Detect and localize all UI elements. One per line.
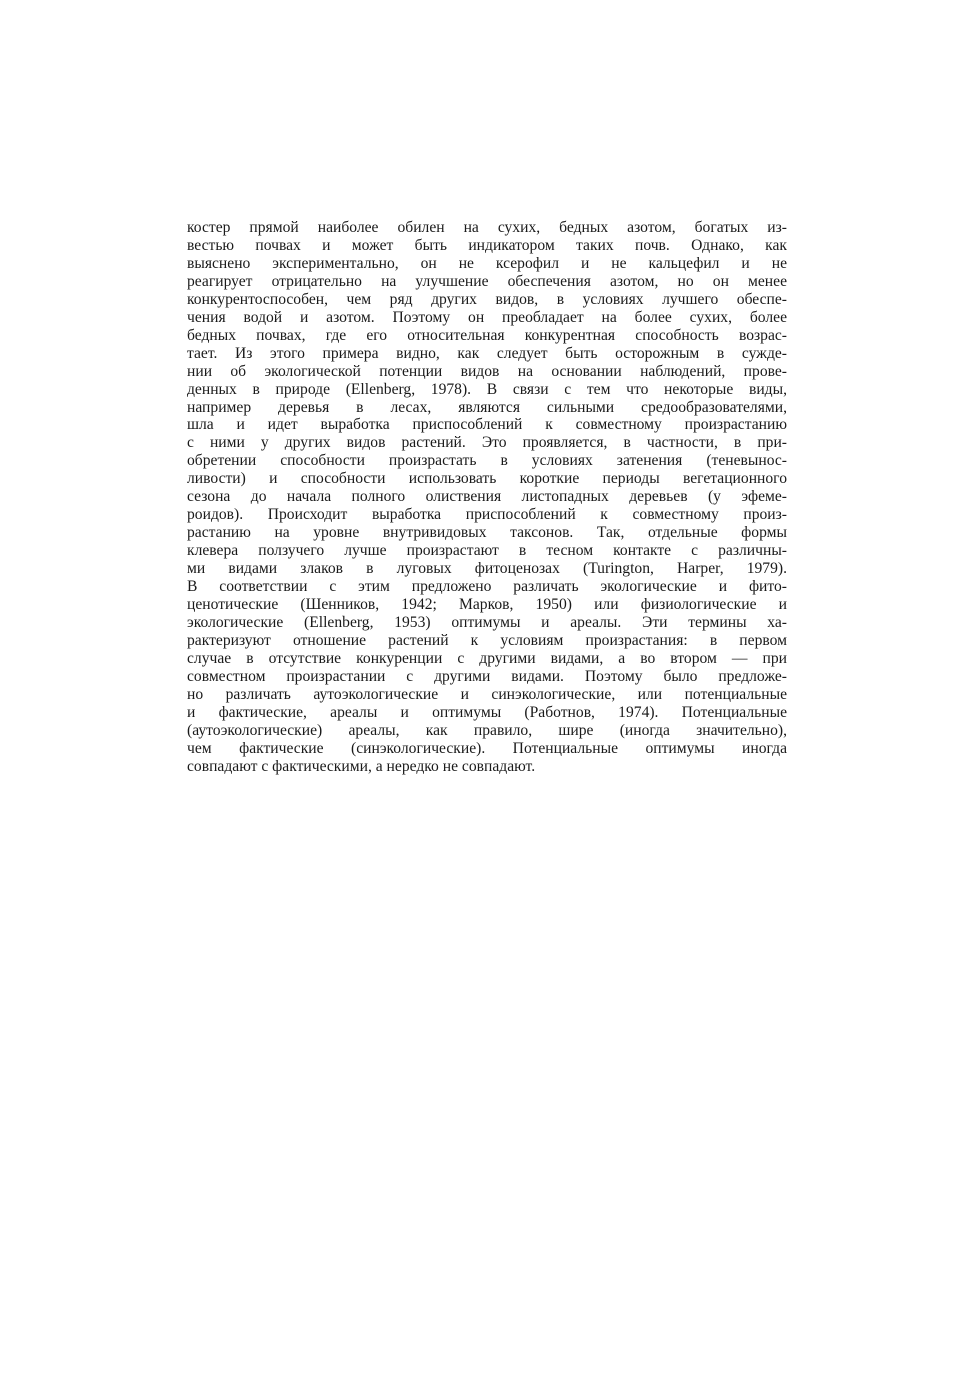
text-line: (аутоэкологические) ареалы, как правило, шире (иногда значительно), <box>187 721 787 739</box>
text-line: клевера ползучего лучше произрастают в тесном контакте с различны- <box>187 542 787 560</box>
text-line: выяснено экспериментально, он не ксерофил и не кальцефил и не <box>187 254 787 272</box>
text-line: например деревья в лесах, являются сильными средообразователями, <box>187 398 787 416</box>
text-line: растанию на уровне внутривидовых таксонов. Так, отдельные формы <box>187 524 787 542</box>
text-line: с ними у других видов растений. Это проявляется, в частности, в при- <box>187 434 787 452</box>
text-line: вестью почвах и может быть индикатором таких почв. Однако, как <box>187 236 787 254</box>
text-line: но различать аутоэкологические и синэкологические, или потенциальные <box>187 685 787 703</box>
text-line: чения водой и азотом. Поэтому он преобладает на более сухих, более <box>187 308 787 326</box>
body-text <box>187 219 787 776</box>
text-line: сезона до начала полного олиствения листопадных деревьев (у эфеме- <box>187 488 787 506</box>
text-line: совместном произрастании с другими видами. Поэтому было предложе- <box>187 667 787 685</box>
text-line: нии об экологической потенции видов на основании наблюдений, прове- <box>187 362 787 380</box>
text-line: денных в природе (Ellenberg, 1978). В связи с тем что некоторые виды, <box>187 380 787 398</box>
text-line: костер прямой наиболее обилен на сухих, бедных азотом, богатых из- <box>187 219 787 236</box>
text-line: экологические (Ellenberg, 1953) оптимумы и ареалы. Эти термины ха- <box>187 613 787 631</box>
text-line: ценотические (Шенников, 1942; Марков, 1950) или физиологические и <box>187 596 787 614</box>
text-line: случае в отсутствие конкуренции с другими видами, а во втором — при <box>187 649 787 667</box>
text-line: обретении способности произрастать в условиях затенения (теневынос- <box>187 452 787 470</box>
text-line: реагирует отрицательно на улучшение обеспечения азотом, но он менее <box>187 272 787 290</box>
text-line: шла и идет выработка приспособлений к совместному произрастанию <box>187 416 787 434</box>
text-line: ливости) и способности использовать короткие периоды вегетационного <box>187 470 787 488</box>
text-line: В соответствии с этим предложено различать экологические и фито- <box>187 578 787 596</box>
text-line: рактеризуют отношение растений к условиям произрастания: в первом <box>187 631 787 649</box>
text-line: бедных почвах, где его относительная конкурентная способность возрас- <box>187 326 787 344</box>
text-line: конкурентоспособен, чем ряд других видов, в условиях лучшего обеспе- <box>187 290 787 308</box>
text-line: и фактические, ареалы и оптимумы (Работнов, 1974). Потенциальные <box>187 703 787 721</box>
text-line: чем фактические (синэкологические). Потенциальные оптимумы иногда <box>187 739 787 757</box>
text-line: ми видами злаков в луговых фитоценозах (Turington, Harper, 1979). <box>187 560 787 578</box>
text-line: совпадают с фактическими, а нередко не совпадают. <box>187 757 536 775</box>
text-line: тает. Из этого примера видно, как следует быть осторожным в сужде- <box>187 344 787 362</box>
text-line: роидов). Происходит выработка приспособлений к совместному произ- <box>187 506 787 524</box>
